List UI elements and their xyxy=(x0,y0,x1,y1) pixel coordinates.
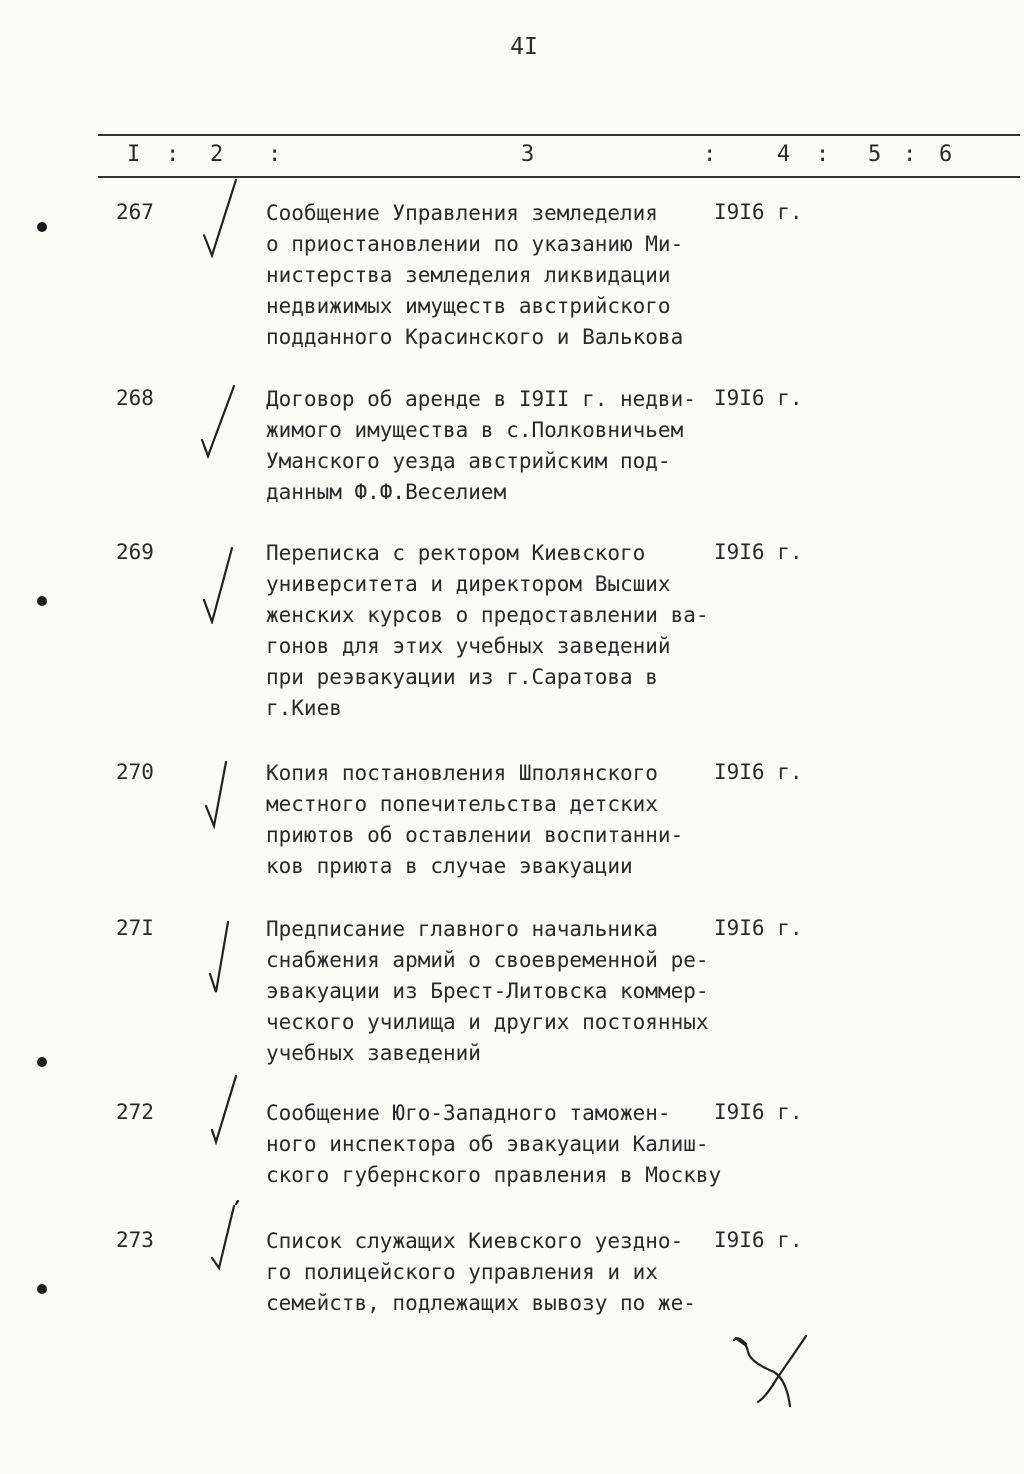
header-col-2: 2 xyxy=(210,142,224,167)
punch-hole xyxy=(37,222,47,232)
header-sep: : xyxy=(268,142,282,167)
row-number: 272 xyxy=(116,1100,154,1124)
row-year: I9I6 г. xyxy=(714,540,803,564)
checkmark-icon xyxy=(192,382,242,462)
checkmark-icon xyxy=(192,1200,242,1280)
page-number: 4I xyxy=(510,34,538,60)
row-description: Договор об аренде в I9II г. недви- жимого имущества в с.Полковничьем Уманского уезда австрийским под- данным Ф.Ф.Веселием xyxy=(266,387,696,504)
punch-hole xyxy=(37,1284,47,1294)
row-number: 268 xyxy=(116,386,154,410)
checkmark-icon xyxy=(192,1074,242,1154)
row-description: Переписка с ректором Киевского университета и директором Высших женских курсов о предоставлении ва- гонов для этих учебных заведений при реэвакуации из г.Саратова в г.Киев xyxy=(266,541,709,720)
handwritten-mark-icon xyxy=(728,1332,808,1410)
row-description: Список служащих Киевского уездно- го полицейского управления и их семейств, подлежащих вывозу по же- xyxy=(266,1229,696,1315)
row-number: 27I xyxy=(116,916,154,940)
header-top-rule xyxy=(98,134,1020,136)
row-description: Сообщение Юго-Западного таможен- ного инспектора об эвакуации Калиш- ского губернского правления в Москву xyxy=(266,1101,722,1187)
row-year: I9I6 г. xyxy=(714,386,803,410)
row-year: I9I6 г. xyxy=(714,760,803,784)
checkmark-icon xyxy=(192,918,242,998)
row-number: 273 xyxy=(116,1228,154,1252)
row-number: 267 xyxy=(116,200,154,224)
row-description: Предписание главного начальника снабжения армий о своевременной ре- эвакуации из Брест-Литовска коммер- ческого училища и других постоянных учебных заведений xyxy=(266,917,709,1065)
punch-hole xyxy=(37,596,47,606)
checkmark-icon xyxy=(192,758,242,838)
row-year: I9I6 г. xyxy=(714,1100,803,1124)
checkmark-icon xyxy=(192,544,242,624)
row-description: Сообщение Управления земледелия о приостановлении по указанию Ми- нистерства земледелия ликвидации недвижимых имуществ австрийского подданного Красинского и Валькова xyxy=(266,201,684,349)
header-col-4: 4 xyxy=(777,142,791,167)
header-sep: : xyxy=(903,142,917,167)
row-year: I9I6 г. xyxy=(714,200,803,224)
punch-hole xyxy=(37,1057,47,1067)
checkmark-icon xyxy=(192,178,242,258)
row-number: 269 xyxy=(116,540,154,564)
row-description: Копия постановления Шполянского местного попечительства детских приютов об оставлении воспитанни- ков приюта в случае эвакуации xyxy=(266,761,684,878)
header-col-6: 6 xyxy=(939,142,953,167)
header-col-3: 3 xyxy=(521,142,535,167)
header-col-1: I xyxy=(127,142,141,167)
row-year: I9I6 г. xyxy=(714,916,803,940)
header-sep: : xyxy=(166,142,180,167)
header-col-5: 5 xyxy=(868,142,882,167)
header-sep: : xyxy=(816,142,830,167)
row-number: 270 xyxy=(116,760,154,784)
row-year: I9I6 г. xyxy=(714,1228,803,1252)
header-sep: : xyxy=(703,142,717,167)
